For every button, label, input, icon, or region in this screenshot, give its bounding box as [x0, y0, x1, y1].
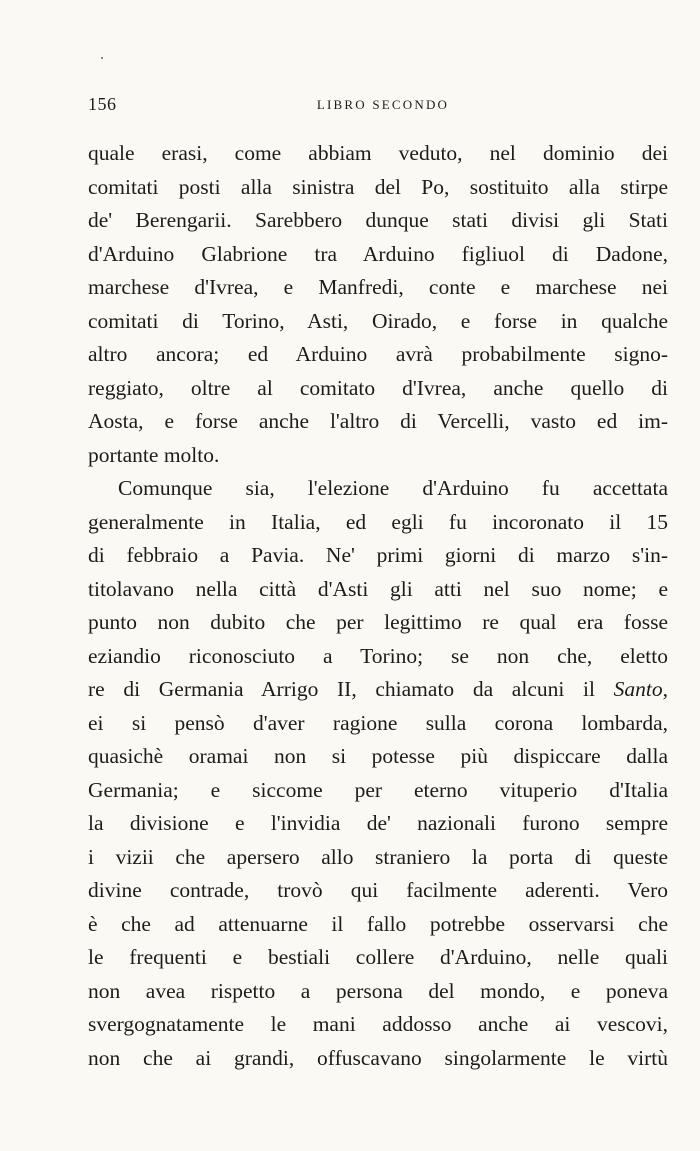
text-line: d'Arduino Glabrione tra Arduino figliuol di Dadone, — [88, 241, 668, 266]
text-line: i vizii che apersero allo straniero la porta di queste — [88, 844, 668, 869]
text-line-with-italic — [88, 673, 668, 707]
text-line: quasichè oramai non si potesse più dispiccare dalla — [88, 744, 668, 768]
text-line: eziandio riconosciuto a Torino; se non che, eletto — [88, 643, 668, 668]
text-line: ei si pensò d'aver ragione sulla corona lombarda, — [88, 710, 668, 735]
text-line: la divisione e l'invidia de' nazionali furono sempre — [88, 811, 668, 835]
text-line: comitati posti alla sinistra del Po, sostituito alla stirpe — [88, 174, 668, 199]
text-line: altro ancora; ed Arduino avrà probabilmente signo- — [88, 342, 668, 366]
body-text — [88, 137, 668, 1075]
punctuation: , — [662, 677, 668, 701]
page-number: 156 — [88, 94, 117, 114]
text-line: Aosta, e forse anche l'altro di Vercelli, vasto ed im- — [88, 409, 668, 433]
text-line: Germania; e siccome per eterno vituperio d'Italia — [88, 777, 668, 802]
text-line: marchese d'Ivrea, e Manfredi, conte e marchese nei — [88, 275, 668, 299]
italic-word: Santo — [613, 677, 663, 701]
text-line: de' Berengarii. Sarebbero dunque stati divisi gli Stati — [88, 208, 668, 232]
running-title: LIBRO SECONDO — [316, 97, 450, 112]
text-line: è che ad attenuarne il fallo potrebbe osservarsi che — [88, 911, 668, 936]
text-line: non avea rispetto a persona del mondo, e poneva — [88, 978, 668, 1003]
text-line: divine contrade, trovò qui facilmente aderenti. Vero — [88, 878, 668, 902]
text-line: punto non dubito che per legittimo re qual era fosse — [88, 610, 668, 634]
text-line: titolavano nella città d'Asti gli atti nel suo nome; e — [88, 576, 668, 601]
text-line: quale erasi, come abbiam veduto, nel dominio dei — [88, 141, 668, 165]
text-line: reggiato, oltre al comitato d'Ivrea, anche quello di — [88, 375, 668, 400]
text-line: non che ai grandi, offuscavano singolarmente le virtù — [88, 1045, 668, 1070]
text-line: comitati di Torino, Asti, Oirado, e forse in qualche — [88, 308, 668, 333]
text-line: svergognatamente le mani addosso anche ai vescovi, — [88, 1012, 668, 1036]
text-line: generalmente in Italia, ed egli fu incoronato il 15 — [88, 509, 668, 534]
paragraph-start-line: Comunque sia, l'elezione d'Arduino fu accettata — [118, 476, 668, 500]
text-line: di febbraio a Pavia. Ne' primi giorni di marzo s'in- — [88, 543, 668, 567]
text-line: le frequenti e bestiali collere d'Arduino, nelle quali — [88, 945, 668, 969]
paragraph-end-line: portante molto. — [88, 442, 220, 467]
paper-speck — [101, 57, 103, 59]
line-text: re di Germania Arrigo II, chiamato da alcuni il — [88, 677, 614, 701]
running-head — [88, 94, 668, 116]
